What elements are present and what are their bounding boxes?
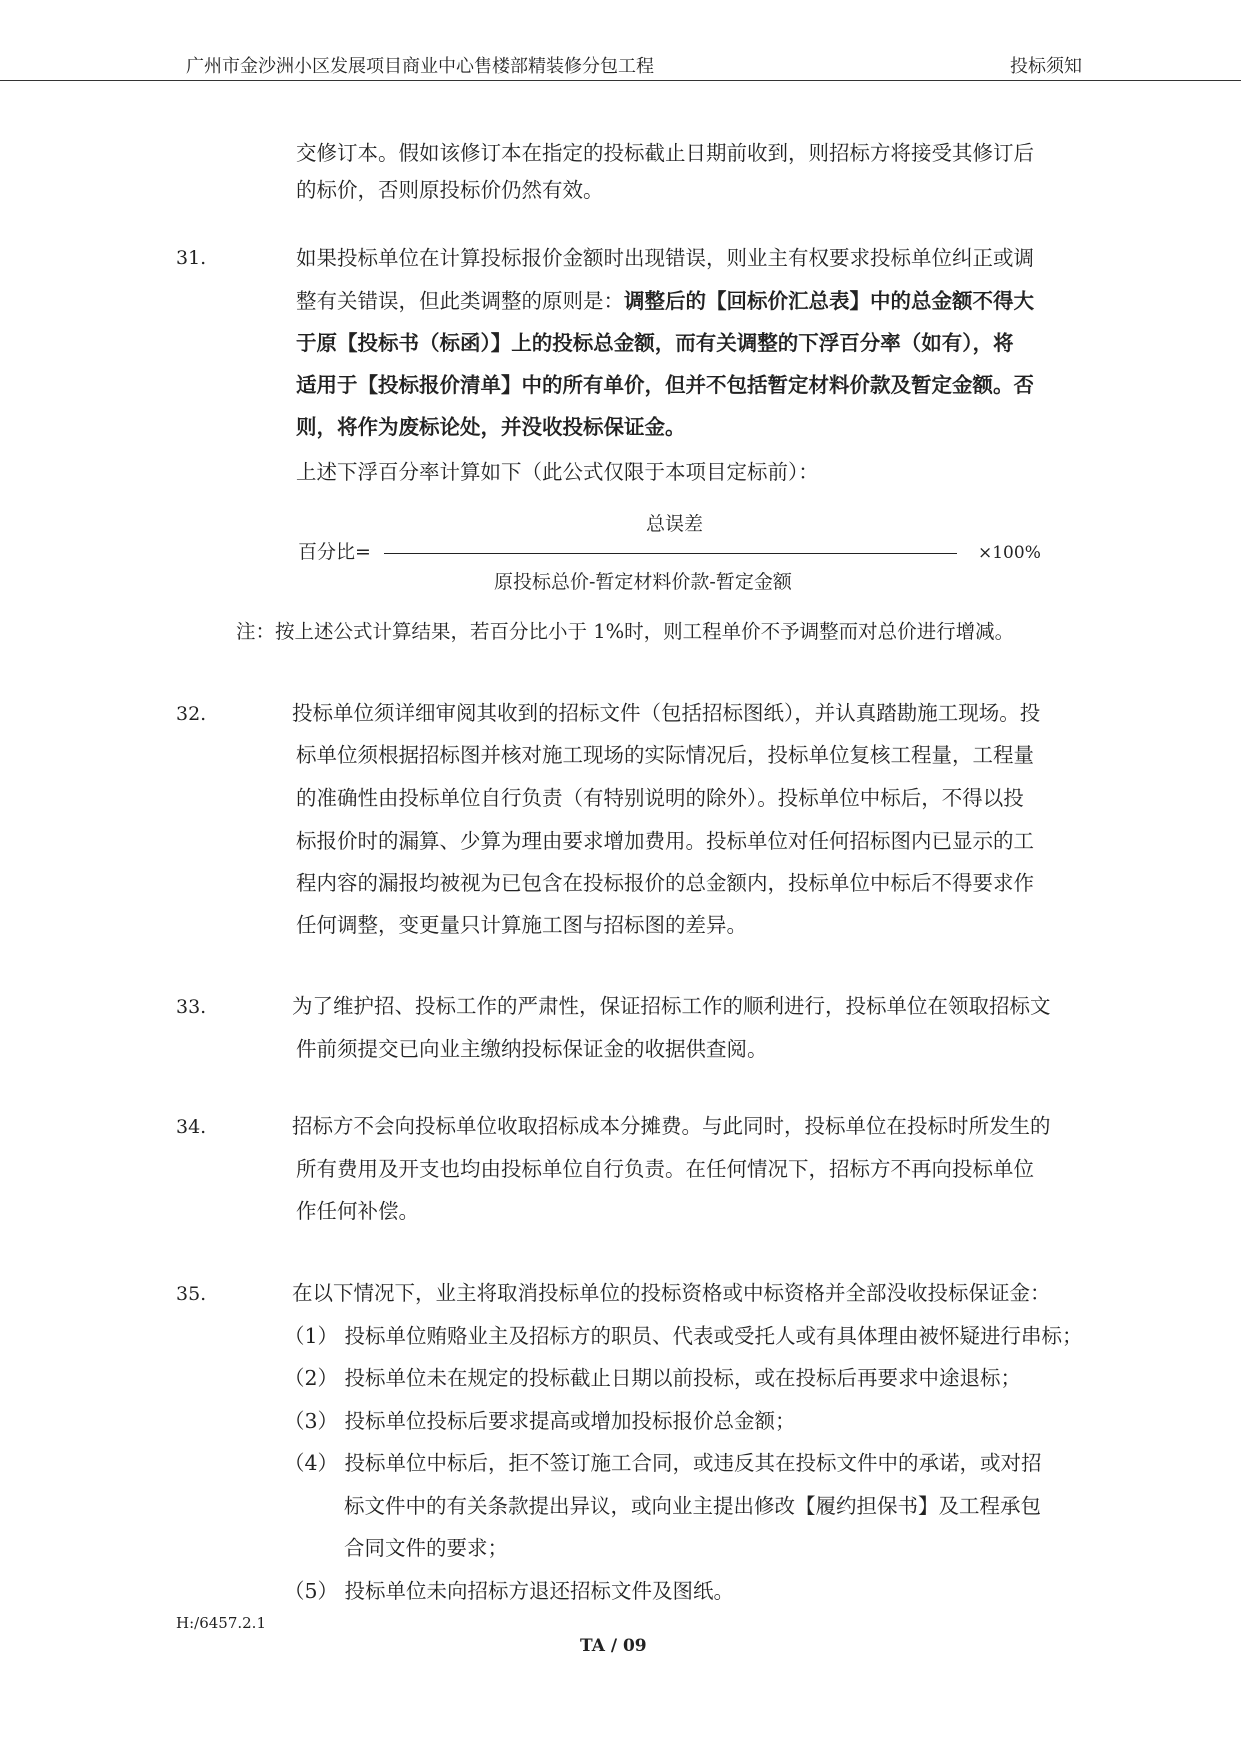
clause31-line-5: 则，将作为废标论处，并没收投标保证金。 (296, 415, 686, 439)
clause-number-32: 32. (176, 703, 207, 725)
clause34-line-2: 所有费用及开支也均由投标单位自行负责。在任何情况下，招标方不再向投标单位 (296, 1157, 1034, 1181)
clause32-line-5: 程内容的漏报均被视为已包含在投标报价的总金额内，投标单位中标后不得要求作 (296, 871, 1034, 895)
clause31-line-3: 于原【投标书（标函）】上的投标总金额，而有关调整的下浮百分率（如有），将 (296, 331, 1014, 355)
clause32-line-3: 的准确性由投标单位自行负责（有特别说明的除外）。投标单位中标后，不得以投 (296, 786, 1024, 810)
clause34-line-3: 作任何补偿。 (296, 1199, 419, 1223)
clause35-item-5: （5） 投标单位未向招标方退还招标文件及图纸。 (284, 1579, 735, 1603)
clause32-line-1: 投标单位须详细审阅其收到的招标文件（包括招标图纸），并认真踏勘施工现场。投 (292, 701, 1041, 725)
clause33-line-1: 为了维护招、投标工作的严肃性，保证招标工作的顺利进行，投标单位在领取招标文 (292, 994, 1051, 1018)
file-reference: H:/6457.2.1 (176, 1614, 266, 1632)
page-number: TA / 09 (580, 1636, 647, 1656)
clause35-item-4-line-1: （4） 投标单位中标后，拒不签订施工合同，或违反其在投标文件中的承诺，或对招 (284, 1451, 1042, 1475)
document-title: 广州市金沙洲小区发展项目商业中心售楼部精装修分包工程 (186, 56, 654, 77)
intro-line-1: 交修订本。假如该修订本在指定的投标截止日期前收到，则招标方将接受其修订后 (296, 141, 1034, 165)
clause31-line-2-plain: 整有关错误，但此类调整的原则是： (296, 289, 624, 313)
page-header (0, 0, 1241, 81)
formula-numerator: 总误差 (646, 513, 704, 535)
clause32-line-2: 标单位须根据招标图并核对施工现场的实际情况后，投标单位复核工程量，工程量 (296, 743, 1034, 767)
fraction-bar (384, 553, 957, 554)
formula-lhs: 百分比= (298, 541, 371, 563)
clause35-item-4-line-2: 标文件中的有关条款提出异议，或向业主提出修改【履约担保书】及工程承包 (344, 1494, 1041, 1518)
clause-number-31: 31. (176, 247, 207, 269)
clause31-line-1: 如果投标单位在计算投标报价金额时出现错误，则业主有权要求投标单位纠正或调 (296, 246, 1034, 270)
clause35-line-1: 在以下情况下，业主将取消投标单位的投标资格或中标资格并全部没收投标保证金： (292, 1281, 1051, 1305)
formula-multiplier: ×100% (978, 543, 1041, 563)
clause-number-35: 35. (176, 1283, 207, 1305)
clause-number-34: 34. (176, 1116, 207, 1138)
clause31-line-2 (296, 291, 1034, 312)
clause33-line-2: 件前须提交已向业主缴纳投标保证金的收据供查阅。 (296, 1037, 768, 1061)
intro-line-2: 的标价，否则原投标价仍然有效。 (296, 178, 604, 202)
section-title: 投标须知 (1010, 56, 1082, 77)
formula-intro: 上述下浮百分率计算如下（此公式仅限于本项目定标前）： (296, 460, 819, 484)
clause35-item-2: （2） 投标单位未在规定的投标截止日期以前投标，或在投标后再要求中途退标； (284, 1366, 1022, 1390)
clause-number-33: 33. (176, 996, 207, 1018)
clause35-item-3: （3） 投标单位投标后要求提高或增加投标报价总金额； (284, 1409, 796, 1433)
formula-note: 注：按上述公式计算结果，若百分比小于 1%时，则工程单价不予调整而对总价进行增减。 (236, 620, 1015, 643)
clause35-item-4-line-3: 合同文件的要求； (344, 1536, 508, 1560)
formula-denominator: 原投标总价-暂定材料价款-暂定金额 (494, 571, 792, 593)
clause35-item-1: （1） 投标单位贿赂业主及招标方的职员、代表或受托人或有具体理由被怀疑进行串标； (284, 1324, 1083, 1348)
clause31-line-2-bold: 调整后的【回标价汇总表】中的总金额不得大 (624, 289, 1034, 313)
clause34-line-1: 招标方不会向投标单位收取招标成本分摊费。与此同时，投标单位在投标时所发生的 (292, 1114, 1051, 1138)
clause32-line-4: 标报价时的漏算、少算为理由要求增加费用。投标单位对任何招标图内已显示的工 (296, 829, 1034, 853)
clause32-line-6: 任何调整，变更量只计算施工图与招标图的差异。 (296, 913, 747, 937)
clause31-line-4: 适用于【投标报价清单】中的所有单价，但并不包括暂定材料价款及暂定金额。否 (296, 373, 1034, 397)
